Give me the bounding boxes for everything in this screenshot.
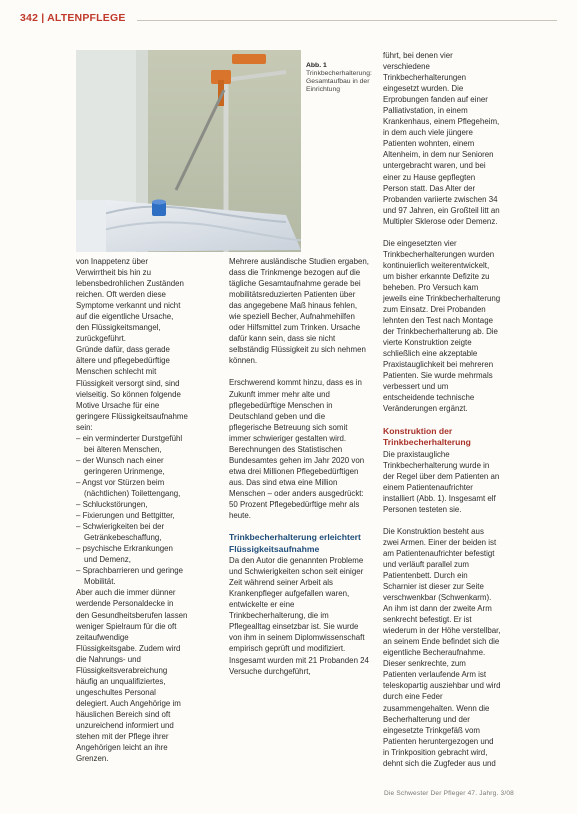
list-item: – psychische Erkrankungen und Demenz, [76, 544, 173, 565]
text-column-2 [229, 256, 369, 677]
paragraph: Aber auch die immer dünner werdende Personaldecke in den Gesundheitsberufen lassen weniger Spielraum für die oft zeitaufwendige Flüssigkeitsgabe. Zudem wird die Nahrungs- und Flüssigkeitsverabreichung häufig an unqualifiziertes, ungeschultes Personal delegiert. Auch Angehörige im häuslichen Bereich sind oft unzureichend informiert und stehen mit der Pflege ihrer Angehörigen leicht an ihre Grenzen. [76, 588, 188, 764]
figure-photo [76, 50, 301, 252]
subheading: Trinkbecherhalterung erleichtert Flüssigkeitsaufnahme [229, 532, 361, 554]
paragraph: führt, bei denen vier verschiedene Trinkbecherhalterungen eingesetzt wurden. Die Erprobungen fanden auf einer Palliativstation, in einem Krankenhaus, einem Pflegeheim, in dem auch viele jüngere Patienten wohnten, einem Altenheim, in dem nur Senioren untergebracht waren, und bei einer zu Hause gepflegten Person statt. Das Alter der Probanden variierte zwischen 34 und 97 Jahren, ein Großteil litt an Multipler Sklerose oder Demenz. [383, 51, 500, 226]
figure-caption-label: Abb. 1 [306, 62, 327, 69]
list-item: – Angst vor Stürzen beim (nächtlichen) Toilettengang, [76, 477, 181, 498]
section-title: ALTENPFLEGE [47, 12, 126, 24]
figure-caption [306, 62, 372, 94]
paragraph: von Inappetenz über Verwirrtheit bis hin zu lebensbedrohlichen Zuständen reichen. Oft werden diese Symptome verkannt und nicht auf die eigentliche Ursache, den Flüssigkeitsmangel, zurückgeführt. [76, 257, 184, 344]
paragraph: Da den Autor die genannten Probleme und Schwierigkeiten schon seit einiger Zeit während seiner Arbeit als Krankenpfleger aufgefallen waren, entwickelte er eine Trinkbecherhalterung, die im Pflegealltag einsetzbar ist. Sie wurde von ihm in seinem Diplomwissenschaft empirisch geprüft und modifiziert. Insgesamt wurden mit 21 Probanden 24 Versuche durchgeführt, [229, 556, 369, 676]
text-column-3 [383, 50, 501, 769]
header-rule [137, 20, 557, 21]
list-item: – Sprachbarrieren und geringe Mobilität. [76, 566, 184, 587]
header-separator: | [41, 12, 45, 24]
paragraph: Die praxistaugliche Trinkbecherhalterung wurde in der Regel über dem Patienten an einem Patientenaufrichter installiert (Abb. 1). Insgesamt elf Personen testeten sie. [383, 449, 500, 514]
text-column-1 [76, 256, 188, 764]
list-item: – ein verminderter Durstgefühl bei älteren Menschen, [76, 433, 183, 454]
paragraph: Die eingesetzten vier Trinkbecherhalterungen wurden kontinuierlich weiterentwickelt, um bisher erkannte Defizite zu beheben. Pro Versuch kam jeweils eine Trinkbecherhalterung zum Einsatz. Drei Probanden lehnten den Test nach Montage der Trinkbecherhalterung ab. Die vierte Konstruktion zeigte schließlich eine akzeptable Praxistauglichkeit bei mehreren Patienten. Sie wurde mehrmals verbessert und um entscheidende technische Veränderungen ergänzt. [383, 238, 501, 414]
paragraph: Die Konstruktion besteht aus zwei Armen. Einer der beiden ist am Patientenaufrichter befestigt und verläuft parallel zum Patientenbett. Durch ein Scharnier ist dieser zur Seite verschwenkbar (Schwenkarm). An ihm ist dann der zweite Arm senkrecht befestigt. Er ist wiederum in der Höhe verstellbar, an seinem Ende befindet sich die eigentliche Becheraufnahme. Dieser senkrechte, zum Patienten verlaufende Arm ist teleskopartig ausziehbar und wird durch eine Feder zusammengehalten. Wenn die Becherhalterung und der eingesetzte Trinkgefäß vom Patienten heruntergezogen und in Trinkposition gebracht wird, dehnt sich die Zugfeder aus und [383, 526, 501, 768]
paragraph: Mehrere ausländische Studien ergaben, dass die Trinkmenge bezogen auf die tägliche Gesamtaufnahme gerade bei mobilitätsreduzierten Patienten über das angegebene Maß hinaus fehlen, wie speziell Becher, Aufnahmehilfen oder Hilfsmittel zum Trinken. Ursache dafür kann sein, dass sie nicht selbständig Flüssigkeit zu sich nehmen können. [229, 257, 369, 366]
list-item: – Schluckstörungen, [76, 500, 148, 510]
page-footer: Die Schwester Der Pfleger 47. Jahrg. 3/08 [384, 790, 514, 797]
page-number: 342 [20, 12, 39, 24]
subheading: Konstruktion der Trinkbecherhalterung [383, 425, 471, 447]
list-item: – Fixierungen und Bettgitter, [76, 511, 175, 521]
list-item: – der Wunsch nach einer geringeren Urinmenge, [76, 455, 165, 476]
paragraph: Erschwerend kommt hinzu, dass es in Zukunft immer mehr alte und pflegebedürftige Menschen in Deutschland geben und die pflegerische Betreuung sich somit immer schwieriger gestalten wird. Berechnungen des Statistischen Bundesamtes gehen im Jahr 2020 von etwa drei Millionen Pflegebedürftigen aus. Das sind etwa eine Million Menschen – oder anders ausgedrückt: 50 Prozent Pflegebedürftige mehr als heute. [229, 378, 365, 521]
paragraph: Gründe dafür, dass gerade ältere und pflegebedürftige Menschen schlecht mit Flüssigkeit versorgt sind, sind vielseitig. So können folgende Motive Ursache für eine geringere Flüssigkeitsaufnahme sein: [76, 345, 188, 432]
list-item: – Schwierigkeiten bei der Getränkebeschaffung, [76, 522, 165, 543]
figure-caption-text: Trinkbecherhalterung: Gesamtaufbau in der Einrichtung [306, 70, 372, 93]
page-header [20, 12, 126, 24]
